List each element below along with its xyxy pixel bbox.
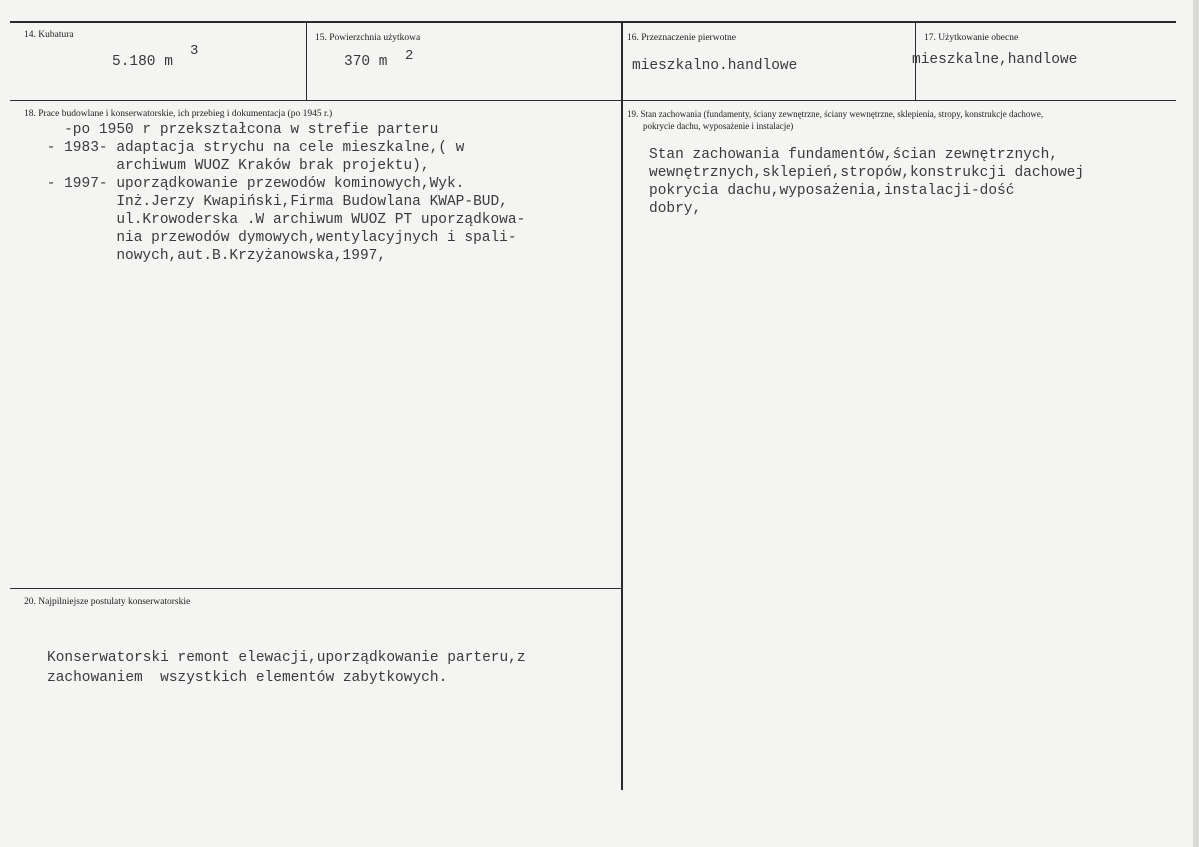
field-18-line: - 1997- uporządkowanie przewodów kominowych,Wyk. [38,176,465,192]
field-19-line: wewnętrznych,sklepień,stropów,konstrukcji dachowej [649,165,1085,181]
top-rule [10,21,1176,23]
field-14-superscript: 3 [190,43,199,59]
field-18-line: -po 1950 r przekształcona w strefie parteru [38,122,439,138]
field-15-value: 370 m [344,54,388,70]
field-17-value: mieszkalne,handlowe [912,52,1078,68]
field-18-line: nia przewodów dymowych,wentylacyjnych i spali- [38,230,517,246]
field-20-line: zachowaniem wszystkich elementów zabytkowych. [47,670,448,686]
field-15-label: 15. Powierzchnia użytkowa [315,33,421,43]
field-18-label: 18. Prace budowlane i konserwatorskie, ich przebieg i dokumentacja (po 1945 r.) [24,109,333,119]
field-14-value: 5.180 m [112,54,173,70]
header-bottom-rule [10,100,1176,101]
field-16-value: mieszkalno.handlowe [632,58,798,74]
field-20-line: Konserwatorski remont elewacji,uporządkowanie parteru,z [47,650,526,666]
field-15-superscript: 2 [405,48,414,64]
field-20-text [47,648,526,688]
divider-14-15 [306,22,307,101]
field-18-text [38,121,525,265]
divider-15-16 [621,22,623,790]
right-page-edge [1193,0,1199,847]
field-17-label: 17. Użytkowanie obecne [924,33,1019,43]
field-18-line: nowych,aut.B.Krzyżanowska,1997, [38,248,387,264]
field-18-line: Inż.Jerzy Kwapiński,Firma Budowlana KWAP-BUD, [38,194,508,210]
field-19-line: pokrycia dachu,wyposażenia,instalacji-dość [649,183,1015,199]
field-16-label: 16. Przeznaczenie pierwotne [627,33,736,43]
field-18-line: ul.Krowoderska .W archiwum WUOZ PT uporządkowa- [38,212,526,228]
field-14-label: 14. Kubatura [24,30,74,40]
field-18-line: - 1983- adaptacja strychu na cele mieszkalne,( w [38,140,465,156]
field-19-label-line1: 19. Stan zachowania (fundamenty, ściany zewnętrzne, ściany wewnętrzne, sklepienia, stropy, konstrukcje dachowe, [627,109,1044,119]
field-19-label-line2: pokrycie dachu, wyposażenie i instalacje) [643,121,794,131]
field-20-label: 20. Najpilniejsze postulaty konserwatorskie [24,597,191,607]
divider-18-20 [10,588,622,589]
field-18-line: archiwum WUOZ Kraków brak projektu), [38,158,430,174]
field-19-text [649,146,1084,218]
field-19-line: dobry, [649,201,702,217]
field-19-line: Stan zachowania fundamentów,ścian zewnętrznych, [649,147,1058,163]
